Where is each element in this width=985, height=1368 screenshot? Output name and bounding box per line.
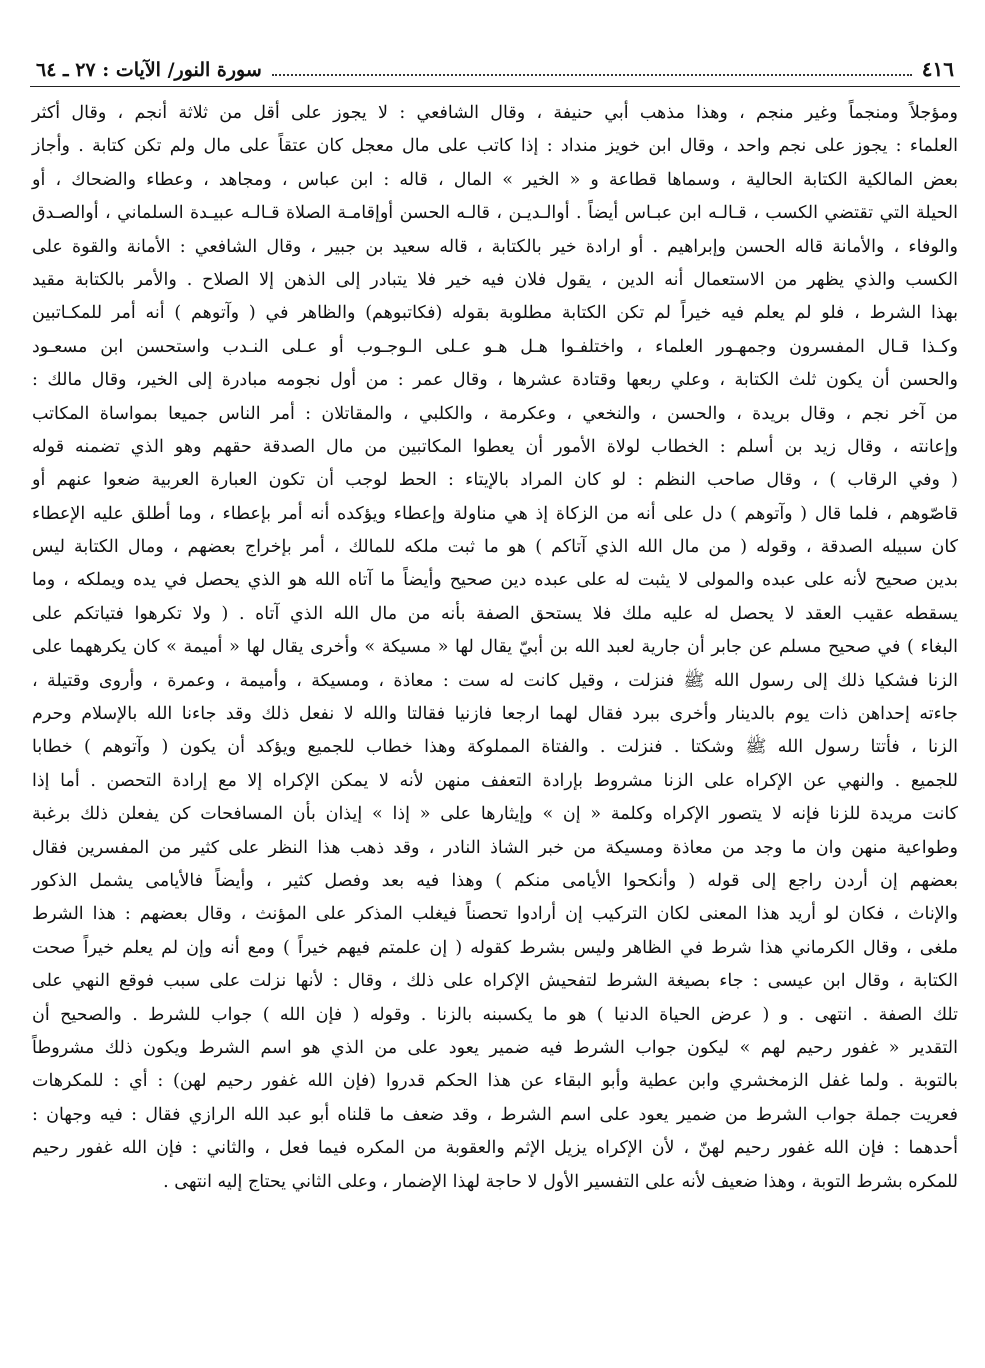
text-line: الحيلة التي تقتضي الكسب ، قـالـه ابن عبـاس أيضاً . أوالـديـن ، قالـه الحسن أوإقامـة الصلاة قـالـه عبيـدة السلماني ، أوالصـدق [32, 203, 958, 224]
text-line: الزنا ، فأتتا رسول الله ﷺ وشكتا . فنزلت . والفتاة المملوكة وهذا خطاب للجميع ويؤكد أن يكون ( وآتوهم ) خطابا [32, 737, 958, 758]
running-header [30, 52, 960, 87]
text-line: تلك الصفة . انتهى . و ( عرض الحياة الدنيا ) هو ما يكسبنه بالزنا . وقوله ( فإن الله ) جواب للشرط . والصحيح أن [32, 1004, 958, 1025]
text-line: والوفاء ، والأمانة قاله الحسن وإبراهيم . أو ارادة خير بالكتابة ، قاله سعيد بن جبير ، وقال الشافعي : الأمانة والقوة على [32, 236, 958, 257]
running-title: سورة النور/ الآيات : ٢٧ ـ ٦٤ [36, 59, 262, 81]
text-line: ومؤجلاً ومنجماً وغير منجم ، وهذا مذهب أبي حنيفة ، وقال الشافعي : لا يجوز على أقل من ثلاثة أنجم ، وقال أكثر [32, 103, 958, 123]
text-line: العلماء : يجوز على نجم واحد ، وقال ابن خويز منداد : إذا كاتب على مال معجل كان عتقاً على مال ولم تكن كتابة . وأجاز [32, 136, 958, 157]
text-line: أحدهما : فإن الله غفور رحيم لهنّ ، لأن الإكراه يزيل الإثم والعقوبة من المكره فيما فعل ، والثاني : فإن الله غفور رحيم [32, 1138, 958, 1159]
text-line: جاءته إحداهن ذات يوم بالدينار وأخرى ببرد فقال لهما ارجعا فازنيا فقالتا والله لا نفعل ذلك وقد جاءنا الله بالإسلام وحرم [32, 704, 958, 725]
text-line: للجميع . والنهي عن الإكراه على الزنا مشروط بإرادة التعفف منهن لأنه لا يمكن الإكراه إلا مع إرادة التحصن . أما إذا [32, 770, 958, 791]
text-line: والحسن أن يكون ثلث الكتابة ، وعلي ربعها وقتادة عشرها ، وقال عمر : من أول نجومه مبادرة إلى الخير، وقال مالك : [32, 370, 958, 391]
text-line: يسقطه عقيب العقد لا يحصل له عليه ملك فلا يستحق الصفة بأنه من مال الله الذي آتاه . ( ولا تكرهوا فتياتكم على [32, 603, 958, 624]
body-text [30, 97, 960, 1199]
book-page [30, 52, 960, 1342]
text-line: ملغى ، وقال الكرماني هذا شرط في الظاهر وليس بشرط كقوله ( إن علمتم فيهم خيراً ) ومع أنه وإن لم يعلم خيراً صحت [32, 937, 958, 958]
text-line: التقدير « غفور رحيم لهم » ليكون جواب الشرط فيه ضمير يعود على من الذي هو اسم الشرط ويكون ذلك مشروطاً [32, 1037, 958, 1058]
dotted-leader [272, 58, 912, 76]
text-line: وطواعية منهن وان ما وجد من معاذة ومسيكة من خبر الشاذ النادر ، وقد ذهب هذا النظر على كثير من المفسرين فقال [32, 837, 958, 858]
text-line: بعض المالكية الكتابة الحالية ، وسماها قطاعة و « الخير » المال ، قاله : ابن عباس ، ومجاهد ، وعطاء والضحاك ، أو [32, 169, 958, 190]
text-line: الزنا فشكيا ذلك إلى رسول الله ﷺ فنزلت ، وقيل كانت له ست : معاذة ، ومسيكة ، وأميمة ، وعمرة ، وأروى وقتيلة ، [32, 670, 958, 691]
text-line: بهذا الشرط ، فلو لم يعلم فيه خيراً لم تكن الكتابة مطلوبة بقوله (فكاتبوهم) والظاهر في ( وآتوهم ) أنه أمر للمكـاتبين [32, 303, 958, 324]
text-line: والإناث ، فكان لو أريد هذا المعنى لكان التركيب إن أرادوا تحصناً فيغلب المذكر على المؤنث ، وقال بعضهم : هذا الشرط [32, 904, 958, 925]
text-line: فعريت جملة جواب الشرط من ضمير يعود على اسم الشرط ، وقد ضعف ما قلناه أبو عبد الله الرازي فقال : فيه وجهان : [32, 1104, 958, 1125]
text-line: بعضهم إن أردن راجع إلى قوله ( وأنكحوا الأيامى منكم ) وهذا فيه بعد وفصل كثير ، وأيضاً فالأيامى يشمل الذكور [32, 870, 958, 891]
text-line: للمكره بشرط التوبة ، وهذا ضعيف لأنه على التفسير الأول لا حاجة لهذا الإضمار ، وعلى الثاني يحتاج إليه انتهى . [163, 1171, 958, 1192]
text-line: بدين صحيح لأنه على عبده والمولى لا يثبت له على عبده دين صحيح وأيضاً ما آتاه الله هو الذي يحصل في يده ويملكه ، وما [32, 570, 958, 591]
text-line: الكسب والذي يظهر من الاستعمال أنه الدين ، يقول فلان فيه خير فلا يتبادر إلى الذهن إلا الصلاح . والأمر بالكتابة مقيد [32, 269, 958, 290]
text-line: قاصّوهم ، فلما قال ( وآتوهم ) دل على أنه من الزكاة إذ هي مناولة وإعطاء ويؤكده أنه أمر بإعطاء ، وما أطلق عليه الإعطاء [32, 503, 958, 524]
text-line: الكتابة ، وقال ابن عيسى : جاء بصيغة الشرط لتفحيش الإكراه على ذلك ، وقال : لأنها نزلت على سبب فوقع النهي على [32, 971, 958, 992]
text-line: بالتوبة . ولما غفل الزمخشري وابن عطية وأبو البقاء عن هذا الحكم قدروا (فإن الله غفور رحيم لهن) : أي : للمكرهات [32, 1071, 958, 1092]
text-line: كان سبيله الصدقة ، وقوله ( من مال الله الذي آتاكم ) هو ما ثبت ملكه للمالك ، أمر بإخراج بعضهم ، ومال الكتابة ليس [32, 537, 958, 558]
text-line: وكـذا قـال المفسرون وجمهـور العلماء ، واختلفـوا هـل هـو عـلى الـوجـوب أو عـلى النـدب واستحسن ابن مسعـود [32, 336, 958, 357]
text-line: كانت مريدة للزنا فإنه لا يتصور الإكراه وكلمة « إن » وإيثارها على « إذا » إيذان بأن المسافحات كن يفعلن ذلك برغبة [32, 804, 958, 825]
text-line: ( وفي الرقاب ) ، وقال صاحب النظم : لو كان المراد بالإيتاء : الحط لوجب أن تكون العبارة العربية ضعوا عنهم أو [32, 470, 958, 491]
page-number: ٤١٦ [921, 57, 954, 81]
text-line: من آخر نجم ، وقال بريدة ، والحسن ، والنخعي ، وعكرمة ، والكلبي ، والمقاتلان : أمر الناس جميعا بمواساة المكاتب [32, 403, 958, 424]
text-line: البغاء ) في صحيح مسلم عن جابر أن جارية لعبد الله بن أبيّ يقال لها « مسيكة » وأخرى يقال لها « أميمة » كان يكرههما على [32, 637, 958, 658]
text-line: وإعانته ، وقال زيد بن أسلم : الخطاب لولاة الأمور أن يعطوا المكاتبين من مال الصدقة حقهم وهو الذي تضمنه قوله [32, 436, 958, 457]
